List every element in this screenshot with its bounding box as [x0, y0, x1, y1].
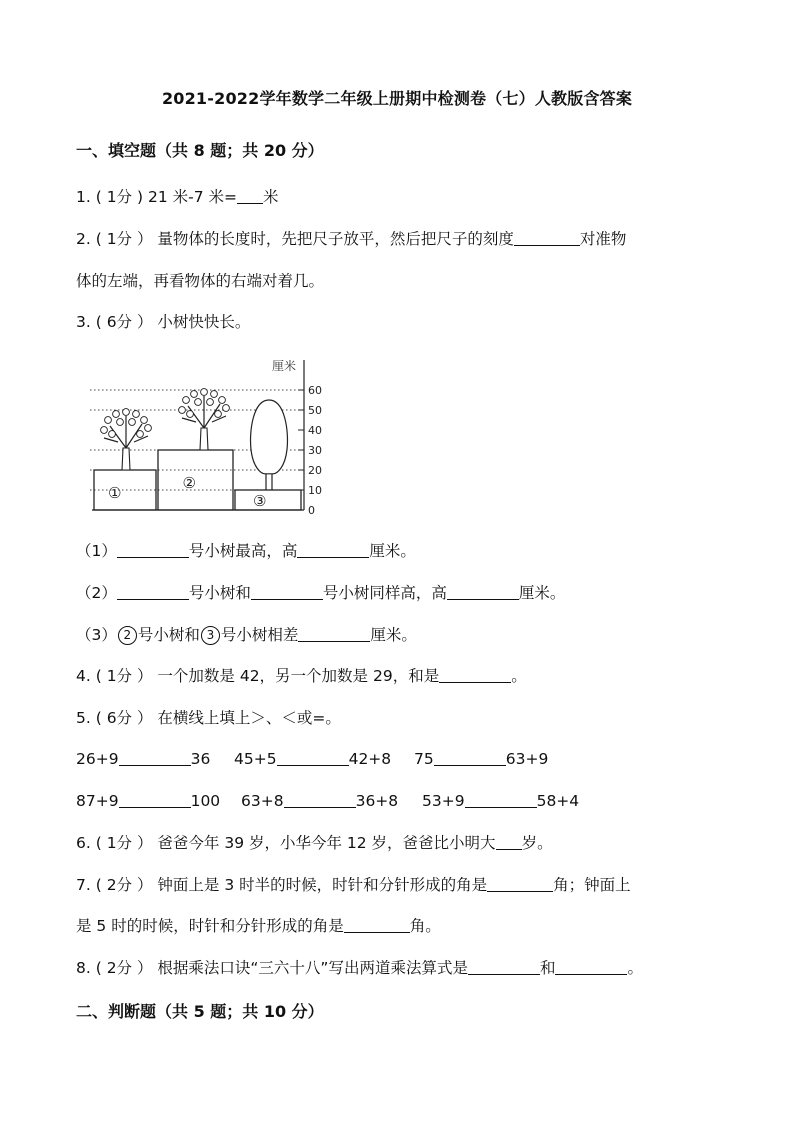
answer-blank[interactable] — [447, 583, 519, 600]
question-4-suffix: 。 — [511, 667, 527, 685]
question-4-text: 4. ( 1分 ） 一个加数是 42，另一个加数是 29，和是 — [76, 667, 440, 685]
y-tick-label: 10 — [308, 484, 322, 497]
tree-leaf — [145, 425, 152, 432]
answer-blank[interactable] — [117, 541, 189, 558]
answer-blank[interactable] — [237, 187, 263, 204]
tree-leaf — [129, 419, 136, 426]
compare-right: 100 — [190, 792, 221, 810]
compare-left: 87+9 — [76, 792, 119, 810]
compare-item — [241, 791, 398, 810]
compare-item — [422, 791, 579, 810]
tree-trunk — [122, 448, 130, 470]
answer-blank[interactable] — [465, 791, 537, 808]
answer-blank[interactable] — [487, 875, 553, 892]
question-6-text: 6. ( 1分 ） 爸爸今年 39 岁，小华今年 12 岁，爸爸比小明大 — [76, 834, 496, 852]
sub-text: 厘米。 — [370, 626, 417, 644]
tree-leaf — [123, 409, 130, 416]
answer-blank[interactable] — [555, 958, 627, 975]
answer-blank[interactable] — [496, 833, 522, 850]
question-3: 3. ( 6分 ） 小树快快长。 — [76, 313, 251, 331]
answer-blank[interactable] — [284, 791, 356, 808]
tree-leaf — [215, 411, 222, 418]
sub-text: 厘米。 — [518, 584, 566, 602]
sub-text: 号小树同样高，高 — [322, 584, 447, 602]
sub-text: 厘米。 — [369, 542, 416, 560]
tree-leaf — [141, 417, 148, 424]
question-7-text: 7. ( 2分 ） 钟面上是 3 时半的时候，时针和分针形成的角是 — [76, 876, 488, 894]
question-2-text: 2. ( 1分 ） 量物体的长度时，先把尺子放平，然后把尺子的刻度 — [76, 230, 514, 248]
tree-number-label: ② — [182, 474, 196, 492]
compare-left: 45+5 — [234, 750, 277, 768]
compare-right: 36+8 — [355, 792, 399, 810]
answer-blank[interactable] — [298, 625, 370, 642]
answer-blank[interactable] — [117, 583, 189, 600]
y-tick-label: 30 — [308, 444, 322, 457]
compare-item — [414, 749, 548, 768]
compare-left: 75 — [414, 750, 434, 768]
compare-item — [76, 791, 220, 810]
question-7 — [76, 874, 631, 896]
compare-left: 53+9 — [422, 792, 465, 810]
circled-number: 3 — [201, 626, 220, 645]
answer-blank[interactable] — [514, 229, 580, 246]
tree-leaf — [223, 405, 230, 412]
tree-leaf — [117, 419, 124, 426]
question-7-suffix: 角。 — [409, 917, 441, 935]
y-axis-unit: 厘米 — [272, 359, 297, 373]
question-8-mid: 和 — [539, 959, 556, 977]
sub-text: 号小树和 — [137, 626, 200, 644]
question-3-sub-1 — [76, 540, 416, 562]
compare-left: 63+8 — [241, 792, 284, 810]
page-title: 2021-2022学年数学二年级上册期中检测卷（七）人教版含答案 — [161, 89, 633, 108]
answer-blank[interactable] — [119, 791, 191, 808]
sub-label: （1） — [76, 542, 117, 560]
tree-leaf — [201, 389, 208, 396]
section-fill-in: 一、填空题（共 8 题；共 20 分） — [76, 141, 324, 160]
question-6-suffix: 岁。 — [521, 834, 553, 852]
y-tick-label: 0 — [308, 504, 315, 517]
tree-crown — [251, 400, 288, 474]
tree-leaf — [191, 391, 198, 398]
y-tick-label: 20 — [308, 464, 322, 477]
question-5: 5. ( 6分 ） 在横线上填上＞、＜或=。 — [76, 709, 341, 727]
answer-blank[interactable] — [251, 583, 323, 600]
answer-blank[interactable] — [277, 749, 349, 766]
tree-platform-3 — [235, 490, 301, 510]
answer-blank[interactable] — [434, 749, 506, 766]
question-6 — [76, 832, 553, 854]
tree-height-chart-svg — [86, 348, 354, 524]
question-7-text: 是 5 时的时候，时针和分针形成的角是 — [76, 917, 344, 935]
answer-blank[interactable] — [344, 916, 410, 933]
compare-right: 36 — [190, 750, 211, 768]
question-2-suffix: 对准物 — [579, 230, 627, 248]
answer-blank[interactable] — [297, 541, 369, 558]
y-tick-label: 40 — [308, 424, 322, 437]
tree-leaf — [183, 397, 190, 404]
question-7-suffix: 角；钟面上 — [553, 876, 631, 894]
tree-leaf — [113, 411, 120, 418]
compare-item — [76, 749, 210, 768]
tree-leaf — [137, 431, 144, 438]
answer-blank[interactable] — [119, 749, 191, 766]
question-4 — [76, 665, 527, 687]
tree-number-label: ① — [108, 484, 122, 502]
question-7-line2 — [76, 915, 441, 937]
y-tick-label: 60 — [308, 384, 322, 397]
tree-trunk — [200, 428, 208, 450]
sub-label: （2） — [76, 584, 117, 602]
compare-left: 26+9 — [76, 750, 119, 768]
tree-leaf — [101, 427, 108, 434]
tree-number-label: ③ — [253, 492, 267, 510]
y-tick-label: 50 — [308, 404, 322, 417]
compare-right: 42+8 — [348, 750, 392, 768]
question-8-text: 8. ( 2分 ） 根据乘法口诀“三六十八”写出两道乘法算式是 — [76, 959, 468, 977]
tree-leaf — [211, 391, 218, 398]
tree-leaf — [105, 417, 112, 424]
tree-leaf — [195, 399, 202, 406]
circled-number: 2 — [118, 626, 137, 645]
tree-leaf — [109, 431, 116, 438]
question-1-text: 1. ( 1分 ) 21 米-7 米= — [76, 188, 237, 206]
question-1 — [76, 186, 279, 208]
question-3-sub-3 — [76, 624, 417, 646]
tree-leaf — [133, 411, 140, 418]
tree-height-chart — [86, 348, 354, 524]
tree-leaf — [207, 399, 214, 406]
question-3-sub-2 — [76, 582, 565, 604]
question-8-suffix: 。 — [627, 959, 643, 977]
tree-leaf — [187, 411, 194, 418]
tree-leaf — [219, 397, 226, 404]
compare-right: 58+4 — [536, 792, 580, 810]
section-true-false: 二、判断题（共 5 题；共 10 分） — [76, 1002, 324, 1021]
question-2 — [76, 228, 626, 250]
question-8 — [76, 957, 643, 979]
answer-blank[interactable] — [468, 958, 540, 975]
sub-text: 号小树和 — [188, 584, 251, 602]
question-1-suffix: 米 — [262, 188, 279, 206]
compare-right: 63+9 — [505, 750, 549, 768]
tree-trunk — [266, 474, 272, 490]
tree-leaf — [179, 407, 186, 414]
compare-item — [234, 749, 391, 768]
answer-blank[interactable] — [439, 666, 511, 683]
sub-text: 号小树最高，高 — [188, 542, 298, 560]
sub-text: 号小树相差 — [220, 626, 299, 644]
question-2-line2: 体的左端，再看物体的右端对着几。 — [76, 272, 325, 290]
sub-label: （3） — [76, 626, 117, 644]
